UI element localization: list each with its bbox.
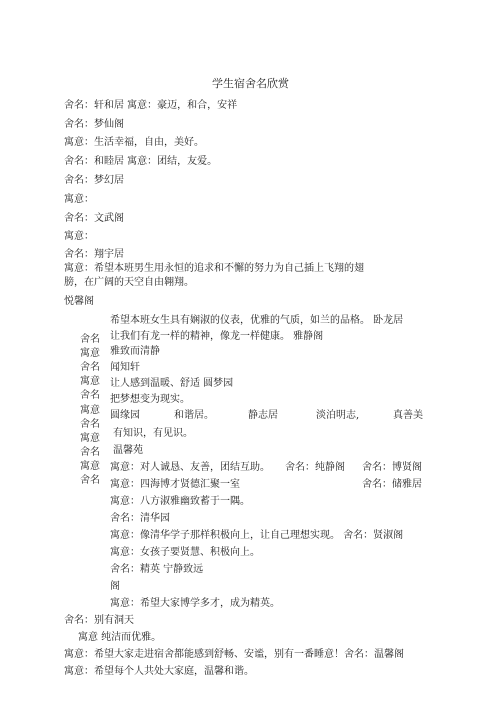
- text-line: 把梦想变为现实。: [110, 394, 190, 405]
- text-line: 舍名：文武阁: [64, 213, 124, 224]
- text-line: 寓意：八方淑雅幽致蓄于一隅。: [110, 496, 250, 507]
- text-line: 寓意：希望本班男生用永恒的追求和不懈的努力为自己插上飞翔的翅: [64, 263, 364, 274]
- text-line: 阁: [110, 581, 120, 592]
- text-line: 舍名：博贤阁: [362, 462, 422, 473]
- text-line: 寓意：: [64, 194, 94, 205]
- text-line: 静志居: [248, 410, 278, 421]
- text-line: 闻知轩: [110, 362, 140, 373]
- text-line: 淡泊明志,: [316, 410, 360, 421]
- text-line: 和谐居。: [174, 410, 214, 421]
- side-label: 舍名: [80, 334, 100, 345]
- text-line: 悦馨阁: [64, 296, 94, 307]
- text-line: 寓意：希望大家走进宿舍都能感到舒畅、安谧，别有一番睡意！舍名：温馨阁: [64, 649, 404, 660]
- text-line: 寓意：女孩子要贤慧、积极向上。: [110, 547, 260, 558]
- text-line: 舍名：储雅居: [362, 479, 422, 490]
- text-line: 真善美: [393, 410, 423, 421]
- side-label: 舍名: [80, 419, 100, 430]
- text-line: 舍名：清华园: [110, 513, 170, 524]
- text-line: 希望本班女生具有娴淑的仪表，优雅的气质，如兰的品格。 卧龙居: [110, 315, 404, 326]
- text-line: 膀，在广阔的天空自由翱翔。: [64, 277, 194, 288]
- side-label: 舍名: [80, 447, 100, 458]
- text-line: 舍名：精英 宁静致远: [110, 564, 204, 575]
- side-label: 舍名: [80, 362, 100, 373]
- side-label: 寓意: [80, 376, 100, 387]
- text-line: 舍名：梦仙阁: [64, 119, 124, 130]
- text-line: 温馨苑: [113, 445, 143, 456]
- text-line: 舍名：别有洞天: [64, 615, 134, 626]
- text-line: 舍名：纯静阁: [285, 462, 345, 473]
- document-title: 学生宿舍名欣赏: [212, 77, 289, 90]
- text-line: 雅致而清静: [110, 346, 160, 357]
- text-line: 寓意：对人诚恳、友善，团结互助。: [110, 462, 270, 473]
- text-line: 舍名：和睦居 寓意：团结，友爱。: [64, 156, 218, 167]
- side-label: 寓意: [80, 405, 100, 416]
- side-label: 舍名: [80, 390, 100, 401]
- text-line: 有知识，有见识。: [113, 428, 193, 439]
- text-line: 圆缘园: [110, 410, 140, 421]
- text-line: 寓意 纯洁而优雅。: [78, 632, 162, 643]
- text-line: 让我们有龙一样的精神，像龙一样健康。 雅静阁: [110, 331, 324, 342]
- side-label: 舍名: [80, 475, 100, 486]
- text-line: 舍名：梦幻居: [64, 175, 124, 186]
- text-line: 舍名：翔宇居: [64, 249, 124, 260]
- text-line: 寓意：四海博才贤德汇聚一室: [110, 479, 240, 490]
- text-line: 寓意：像清华学子那样积极向上，让自己理想实现。 舍名：贤淑阁: [110, 530, 404, 541]
- text-line: 寓意：: [64, 231, 94, 242]
- text-line: 寓意：希望大家博学多才，成为精英。: [110, 598, 280, 609]
- side-label: 寓意: [80, 348, 100, 359]
- text-line: 寓意：生活幸福，自由，美好。: [64, 137, 204, 148]
- side-label: 寓意: [80, 433, 100, 444]
- side-label: 寓意: [80, 461, 100, 472]
- text-line: 让人感到温暖、舒适 圆梦园: [110, 378, 234, 389]
- text-line: 寓意：希望每个人共处大家庭，温馨和谐。: [64, 666, 254, 677]
- text-line: 舍名：轩和居 寓意：豪迈，和合，安祥: [64, 100, 238, 111]
